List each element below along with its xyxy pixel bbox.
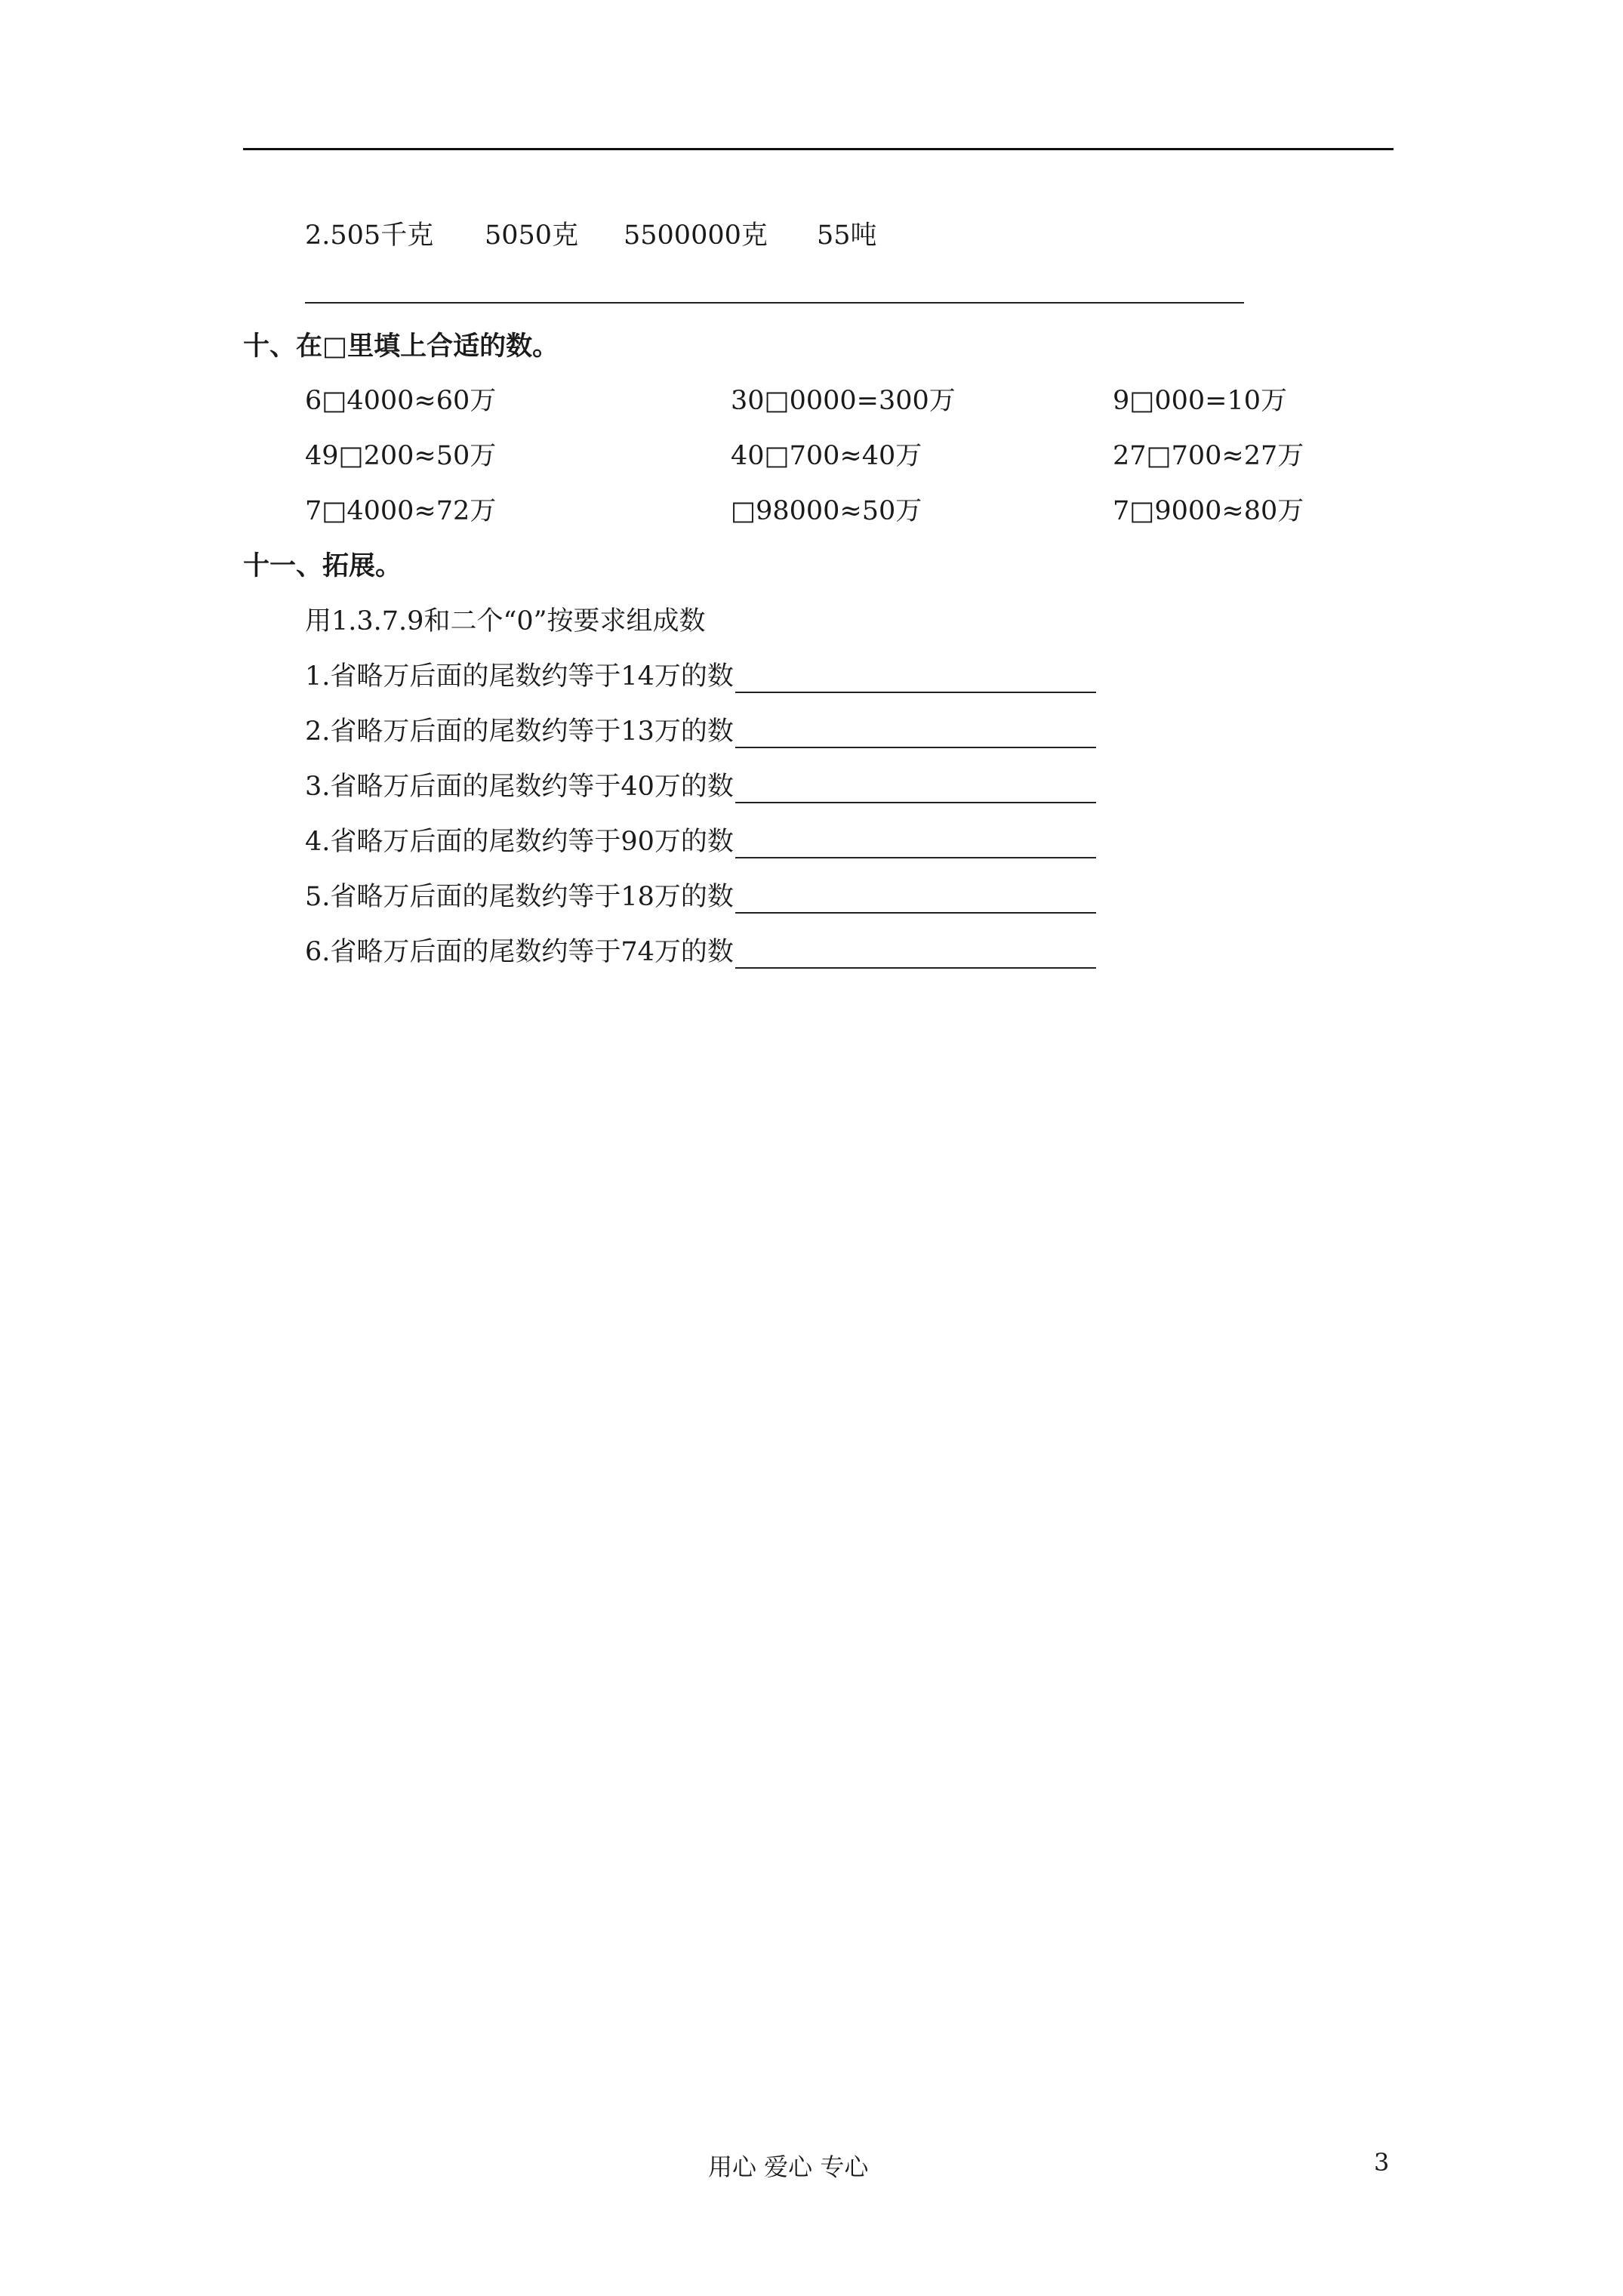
fill-item: 30□0000=300万 [731, 386, 956, 416]
question-text: 6.省略万后面的尾数约等于74万的数 [305, 937, 734, 967]
page-number: 3 [1374, 2148, 1390, 2177]
fill-item: 49□200≈50万 [305, 441, 497, 471]
question-item [305, 935, 1096, 969]
answer-line [305, 302, 1244, 304]
question-text: 5.省略万后面的尾数约等于18万的数 [305, 882, 734, 912]
question-text: 3.省略万后面的尾数约等于40万的数 [305, 772, 734, 802]
unit-item: 5050克 [485, 220, 579, 251]
fill-item: 9□000=10万 [1113, 386, 1288, 416]
section-11-title: 十一、拓展。 [243, 551, 402, 581]
question-item [305, 660, 1096, 693]
unit-item: 5500000克 [624, 220, 768, 251]
fill-item: □98000≈50万 [731, 496, 922, 526]
answer-blank[interactable] [735, 775, 1096, 803]
unit-item: 2.505千克 [305, 220, 434, 251]
section-10-title: 十、在□里填上合适的数。 [243, 331, 559, 362]
question-item [305, 880, 1096, 914]
question-item [305, 770, 1096, 803]
answer-blank[interactable] [735, 885, 1096, 914]
question-item [305, 715, 1096, 748]
answer-blank[interactable] [735, 830, 1096, 858]
answer-blank[interactable] [735, 940, 1096, 969]
answer-blank[interactable] [735, 720, 1096, 748]
fill-item: 7□4000≈72万 [305, 496, 497, 526]
question-text: 1.省略万后面的尾数约等于14万的数 [305, 661, 734, 692]
fill-item: 40□700≈40万 [731, 441, 922, 471]
question-item [305, 825, 1096, 858]
question-text: 2.省略万后面的尾数约等于13万的数 [305, 717, 734, 747]
footer-motto: 用心 爱心 专心 [708, 2153, 869, 2181]
fill-item: 6□4000≈60万 [305, 386, 497, 416]
unit-item: 55吨 [817, 220, 877, 251]
question-text: 4.省略万后面的尾数约等于90万的数 [305, 827, 734, 857]
header-rule [243, 148, 1394, 150]
fill-item: 7□9000≈80万 [1113, 496, 1304, 526]
fill-item: 27□700≈27万 [1113, 441, 1304, 471]
section-11-intro: 用1.3.7.9和二个“0”按要求组成数 [305, 606, 706, 636]
answer-blank[interactable] [735, 664, 1096, 693]
